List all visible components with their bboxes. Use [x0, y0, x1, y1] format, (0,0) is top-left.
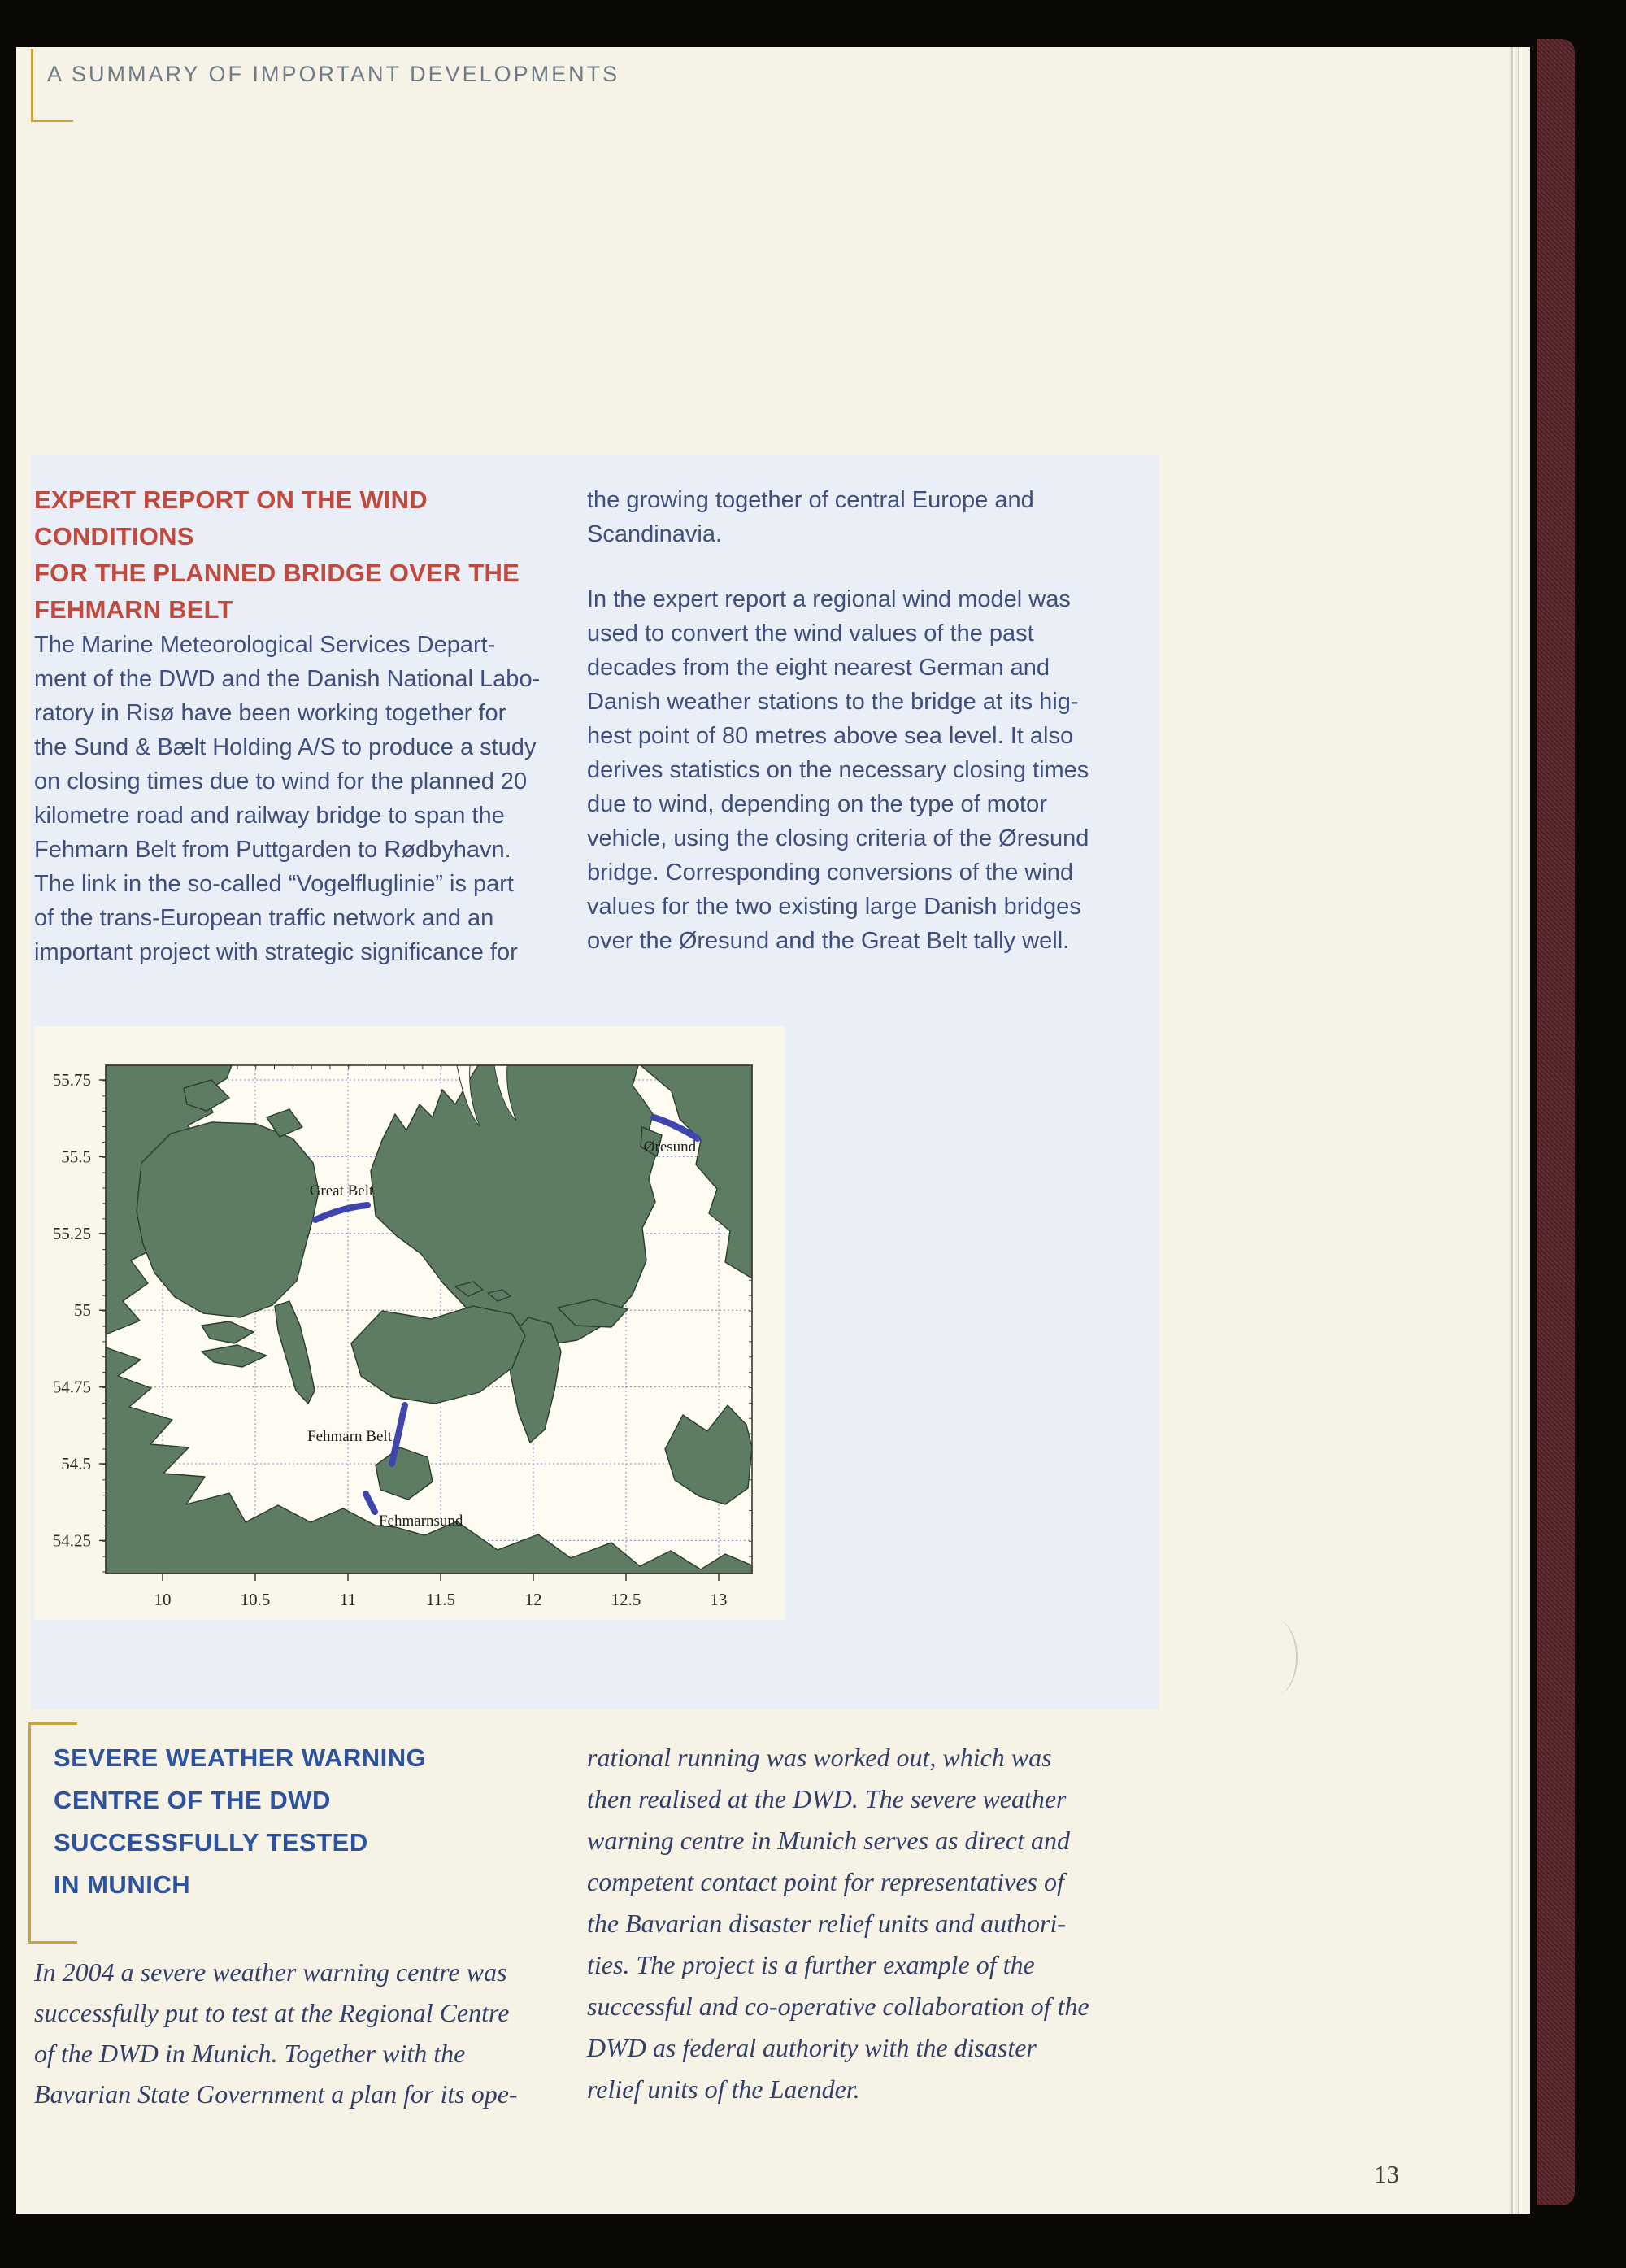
article1-column1: The Marine Meteorological Services Depart- ment of the DWD and the Danish National Labo- ratory in Risø have been working together for the Sund & Bælt Holding A/S to produce a study on closing times due to wind for the planned 20 kilometre road and railway bridge to span the Fehmarn Belt from Puttgarden to Rødbyhavn. The link in the so-called “Vogelfluglinie” is part of the trans-European traffic network and an important project with strategic significance for [34, 632, 541, 965]
x-tick-label: 13 [710, 1590, 728, 1609]
x-tick-label: 11.5 [426, 1590, 455, 1609]
fehmarn-belt-label: Fehmarn Belt [307, 1428, 392, 1445]
header-corner-bracket-foot [31, 120, 73, 122]
article2-column1: In 2004 a severe weather warning centre was successfully put to test at the Regional Centre of the DWD in Munich. Together with the Bavarian State Government a plan for its ope- [34, 1957, 518, 2109]
page-title: A SUMMARY OF IMPORTANT DEVELOPMENTS [47, 62, 620, 86]
article2-bracket-stem [28, 1722, 31, 1944]
great-belt-label: Great Belt [309, 1182, 374, 1199]
x-tick-label: 10 [154, 1590, 172, 1609]
y-tick-label: 55.75 [52, 1070, 91, 1090]
article1-column2-paragraph1: the growing together of central Europe and Scandinavia. [587, 487, 1034, 547]
fehmarnsund-label: Fehmarnsund [379, 1513, 463, 1530]
article2-bracket-bottom [28, 1941, 77, 1944]
y-tick-label: 55.5 [61, 1147, 91, 1167]
article2-bracket-top [28, 1722, 77, 1725]
y-tick-label: 54.5 [61, 1454, 91, 1474]
article1-heading: EXPERT REPORT ON THE WIND CONDITIONS FOR THE PLANNED BRIDGE OVER THE FEHMARN BELT [34, 485, 520, 624]
bridge-map-figure [34, 1026, 785, 1620]
article1-column2-paragraph2: In the expert report a regional wind model was used to convert the wind values of the past decades from the eight nearest German and Danish weather stations to the bridge at its hig- hest point of 80 metres above sea level. It also derives statistics on the necessary closing times due to wind, depending on the type of motor vehicle, using the closing criteria of the Øresund bridge. Corresponding conversions of the wind values for the two existing large Danish bridges over the Øresund and the Great Belt tally well. [587, 586, 1089, 954]
x-tick-label: 10.5 [240, 1590, 271, 1609]
x-tick-label: 12 [524, 1590, 542, 1609]
page-stack-edge [1509, 47, 1522, 2214]
y-tick-label: 54.75 [52, 1377, 91, 1397]
y-tick-label: 55.25 [52, 1223, 91, 1243]
header-corner-bracket [31, 49, 33, 122]
book-cover-edge [1537, 39, 1575, 2205]
map-svg [34, 1026, 785, 1620]
article2-column2: rational running was worked out, which was then realised at the DWD. The severe weather warning centre in Munich serves as direct and competent contact point for representatives of the Bavarian disaster relief units and authori- ties. The project is a further example of the successful and co-operative collaboration of the DWD as federal authority with the disaster relief units of the Laender. [587, 1743, 1089, 2104]
page-number: 13 [1374, 2160, 1399, 2188]
y-tick-label: 55 [74, 1300, 91, 1321]
y-tick-label: 54.25 [52, 1530, 91, 1551]
x-tick-label: 12.5 [611, 1590, 641, 1609]
article2-heading: SEVERE WEATHER WARNING CENTRE OF THE DWD SUCCESSFULLY TESTED IN MUNICH [54, 1743, 427, 1899]
oresund-label: Øresund [643, 1138, 697, 1156]
x-tick-label: 11 [339, 1590, 357, 1609]
